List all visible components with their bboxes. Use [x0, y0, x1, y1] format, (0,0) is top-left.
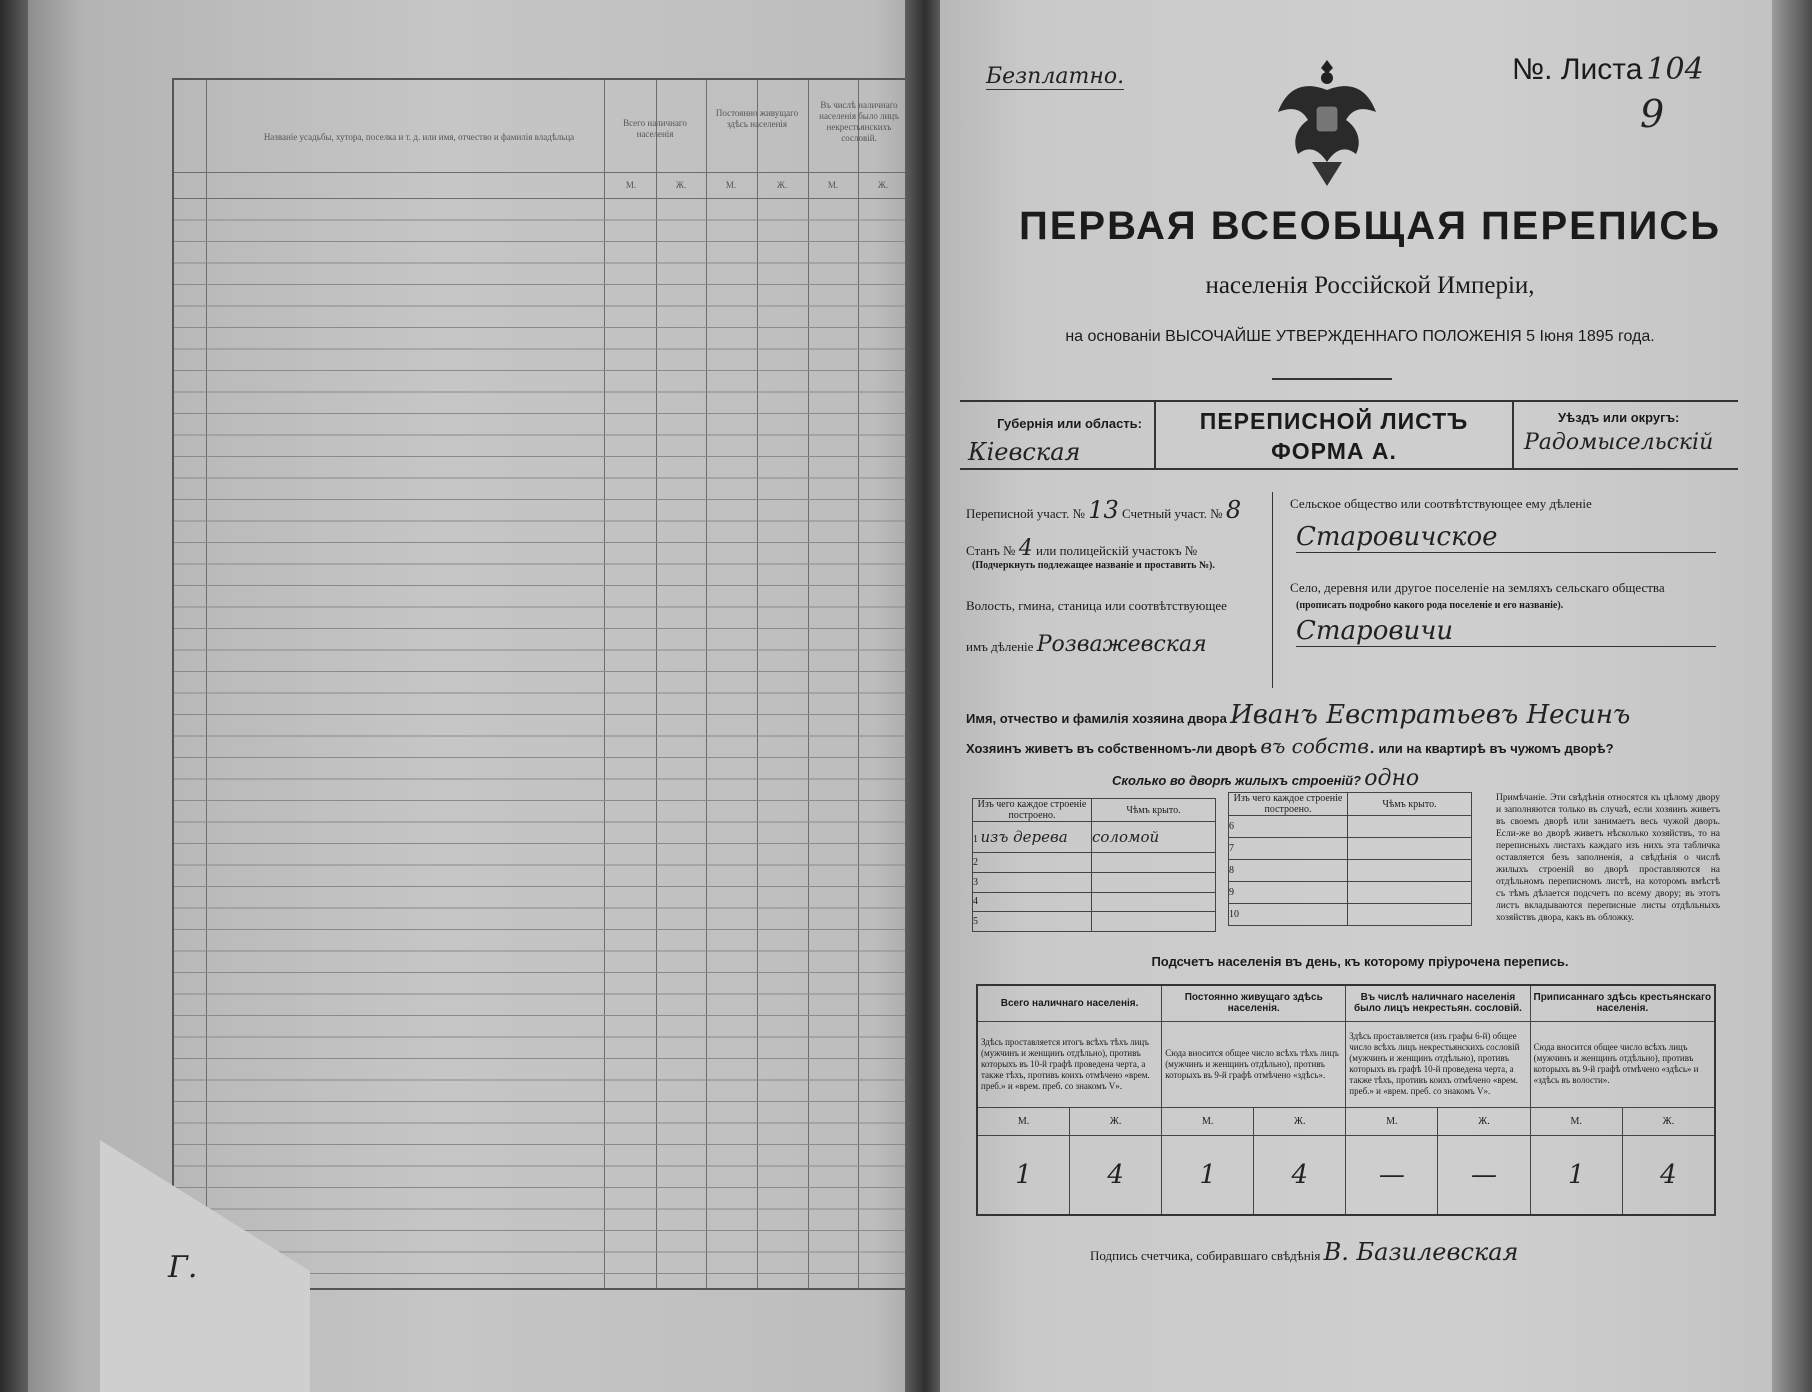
- uezd-box: [1512, 400, 1738, 470]
- row-number: 1: [973, 834, 978, 846]
- left-table-m: М.: [625, 180, 637, 190]
- stan-note: (Подчеркнуть подлежащее названіе и проставить №).: [972, 560, 1215, 571]
- ruled-lines: [174, 80, 908, 1288]
- owner-value: Иванъ Евстратьевъ Несинъ: [1230, 700, 1631, 730]
- census-district-value: 13: [1088, 496, 1119, 524]
- count-value: 4: [1254, 1135, 1346, 1215]
- count-h-permanent: Постоянно живущаго здѣсь населенія.: [1162, 985, 1346, 1021]
- society-value: Старовичское: [1296, 522, 1716, 553]
- sub-m: М.: [1530, 1107, 1622, 1135]
- left-table-f3: Ж.: [877, 180, 889, 190]
- count-h-nonpeasant: Въ числѣ наличнаго населенія было лицъ некрестьян. сословій.: [1346, 985, 1530, 1021]
- table-row: [1229, 838, 1472, 860]
- left-table-owner-header: Названіе усадьбы, хутора, поселка и т. д. или имя, отчество и фамилія владѣльца: [263, 132, 575, 142]
- count-title: Подсчетъ населенія въ день, къ которому пріурочена перепись.: [1151, 954, 1569, 969]
- row-number: 7: [1229, 838, 1348, 860]
- count-value: 1: [977, 1135, 1070, 1215]
- left-table-permanent-header: Постоянно живущаго здѣсь населенія: [715, 108, 799, 129]
- sub-m: М.: [1162, 1107, 1254, 1135]
- census-basis: на основаніи ВЫСОЧАЙШЕ УТВЕРЖДЕННАГО ПОЛОЖЕНІЯ 5 Іюня 1895 года.: [1065, 328, 1655, 345]
- uezd-value: Радомысельскій: [1524, 430, 1714, 455]
- sheet-number-label: №. Листа: [1512, 53, 1643, 86]
- society-label: Сельское общество или соотвѣтствующее ему дѣленіе: [1290, 496, 1592, 511]
- left-table-m2: М.: [725, 180, 737, 190]
- table-row: [1229, 860, 1472, 882]
- row-number: 10: [1229, 904, 1348, 926]
- table-row: [973, 822, 1216, 853]
- count-value: 4: [1622, 1135, 1715, 1215]
- buildings-value: одно: [1364, 766, 1420, 791]
- count-district-label: Счетный участ. №: [1122, 506, 1223, 521]
- left-table-total-header: Всего наличнаго населенія: [623, 118, 687, 139]
- ornament-divider: [1272, 378, 1392, 380]
- village-value: Старовичи: [1296, 616, 1716, 647]
- police-label: или полицейскій участокъ №: [1035, 543, 1198, 558]
- roof-value: соломой: [1092, 822, 1216, 853]
- table-row: [973, 892, 1216, 912]
- sub-m: М.: [1346, 1107, 1438, 1135]
- sheet-number-value: 104: [1646, 52, 1704, 87]
- count-value: 1: [1530, 1135, 1622, 1215]
- census-district-label: Переписной участ. №: [966, 506, 1085, 521]
- residence-label2: или на квартирѣ въ чужомъ дворѣ?: [1378, 741, 1614, 756]
- volost-value: Розважевская: [1036, 632, 1207, 657]
- page-edge-shadow: [1772, 0, 1812, 1392]
- row-number: 8: [1229, 860, 1348, 882]
- free-label: Безплатно.: [986, 64, 1125, 89]
- count-h-peasant: Приписаннаго здѣсь крестьянскаго населенія.: [1530, 985, 1715, 1021]
- count-note-total: Здѣсь проставляется итогъ всѣхъ тѣхъ лицъ (мужчинъ и женщинъ отдѣльно), противъ которыхъ въ 10-й графѣ проведена черта, а также тѣхъ, противъ коихъ отмѣчено «врем. преб.» и «врем. преб. со знакомъ V».: [977, 1021, 1162, 1107]
- residence-value: въ собств.: [1260, 734, 1376, 758]
- buildings-table-left: [972, 798, 1216, 932]
- corner-mark: Г.: [168, 1250, 198, 1285]
- count-h-total: Всего наличнаго населенія.: [977, 985, 1162, 1021]
- stan-row: [966, 536, 1266, 561]
- table-row: [973, 872, 1216, 892]
- count-district-value: 8: [1225, 496, 1242, 524]
- volost-label1: Волость, гмина, станица или соотвѣтствующее: [966, 598, 1227, 613]
- census-title: ПЕРВАЯ ВСЕОБЩАЯ ПЕРЕПИСЬ: [1019, 204, 1721, 248]
- owner-label: Имя, отчество и фамилія хозяина двора: [966, 711, 1227, 726]
- signature-label: Подпись счетчика, собиравшаго свѣдѣнія: [1090, 1248, 1321, 1263]
- count-note-peasant: Сюда вносится общее число всѣхъ лицъ (мужчинъ и женщинъ отдѣльно), противъ которыхъ въ 9-й графѣ отмѣчено «здѣсь» и «здѣсь въ волости».: [1530, 1021, 1715, 1107]
- census-district-row: [966, 496, 1266, 524]
- left-table-m3: М.: [827, 180, 839, 190]
- sub-f: Ж.: [1622, 1107, 1715, 1135]
- imperial-eagle-emblem: [1272, 50, 1382, 190]
- gubernia-value: Кіевская: [968, 438, 1081, 466]
- population-count-table: [976, 984, 1716, 1216]
- row-number: 3: [973, 872, 1092, 892]
- count-value: 1: [1162, 1135, 1254, 1215]
- signature-row: [1090, 1238, 1650, 1266]
- count-value: —: [1346, 1135, 1438, 1215]
- form-title-line2: ФОРМА А.: [1271, 438, 1397, 464]
- sub-m: М.: [977, 1107, 1070, 1135]
- table-row: [1229, 816, 1472, 838]
- sub-f: Ж.: [1070, 1107, 1162, 1135]
- volost-row: [966, 632, 1256, 657]
- village-label: Село, деревня или другое поселеніе на земляхъ сельскаго общества: [1290, 580, 1665, 595]
- section-divider-vertical: [1272, 492, 1273, 688]
- left-table-f2: Ж.: [776, 180, 788, 190]
- sheet-number-block: [1512, 52, 1712, 87]
- buildings-h-material-2: Изъ чего каждое строеніе построено.: [1229, 793, 1348, 816]
- buildings-h-roof-2: Чѣмъ крыто.: [1348, 793, 1472, 816]
- sheet-subnumber: 9: [1640, 92, 1665, 136]
- count-value: —: [1438, 1135, 1530, 1215]
- buildings-h-roof: Чѣмъ крыто.: [1092, 799, 1216, 822]
- left-ledger-table: [172, 78, 910, 1290]
- material-value: изъ дерева: [980, 828, 1068, 847]
- buildings-h-material: Изъ чего каждое строеніе построено.: [973, 799, 1092, 822]
- gubernia-label: Губернія или область:: [997, 416, 1142, 431]
- buildings-label: Сколько во дворѣ жилыхъ строеній?: [1112, 773, 1361, 788]
- gubernia-box: [960, 400, 1156, 470]
- table-row: [973, 853, 1216, 873]
- residence-label1: Хозяинъ живетъ въ собственномъ-ли дворѣ: [966, 741, 1258, 756]
- row-number: 6: [1229, 816, 1348, 838]
- residence-row: [966, 734, 1746, 758]
- book-gutter: [905, 0, 945, 1392]
- row-number: 9: [1229, 882, 1348, 904]
- census-subtitle: населенія Россійской Имперіи,: [1205, 272, 1535, 299]
- count-note-nonpeasant: Здѣсь проставляется (изъ графы 6-й) общее число всѣхъ лицъ некрестьянскихъ сословій (мужчинъ и женщинъ отдѣльно), противъ которыхъ въ графѣ 10-й проведена черта, а также тѣхъ, противъ коихъ отмѣчено «врем. преб.» и «врем. преб. со знакомъ V».: [1346, 1021, 1530, 1107]
- stan-value: 4: [1018, 536, 1033, 561]
- sub-f: Ж.: [1438, 1107, 1530, 1135]
- table-row: [973, 912, 1216, 932]
- left-table-f: Ж.: [675, 180, 687, 190]
- volost-label2: имъ дѣленіе: [966, 639, 1034, 654]
- buildings-table-right: [1228, 792, 1472, 926]
- footnote: Примѣчаніе. Эти свѣдѣнія относятся къ цѣлому двору и заполняются только въ случаѣ, если хозяинъ живетъ въ своемъ дворѣ или занимаетъ весь чужой дворъ. Если-же во дворѣ живетъ нѣсколько хозяйствъ, то на переписныхъ листахъ каждаго изъ нихъ эта табличка оставляется безъ заполненія, а свѣдѣнія о числѣ жилыхъ строеній во дворѣ проставляются на отдѣльномъ переписномъ листѣ, на которомъ вмѣстѣ съ тѣмъ дѣлается подсчетъ по всему двору; въ этотъ листъ вкладываются переписные листы отдѣльныхъ хозяйствъ двора, какъ въ обложку.: [1496, 793, 1720, 923]
- count-value: 4: [1070, 1135, 1162, 1215]
- table-row: [1229, 882, 1472, 904]
- village-note: (прописать подробно какого рода поселеніе и его названіе).: [1296, 600, 1564, 611]
- uezd-label: Уѣздъ или округъ:: [1558, 410, 1680, 425]
- row-number: 4: [973, 892, 1092, 912]
- stan-label: Станъ №: [966, 543, 1016, 558]
- form-title-line1: ПЕРЕПИСНОЙ ЛИСТЪ: [1199, 408, 1469, 434]
- owner-row: [966, 700, 1726, 730]
- left-table-nonpeasant-header: Въ числѣ наличнаго населенія было лицъ некрестьянскихъ сословій.: [819, 100, 899, 143]
- table-row: [1229, 904, 1472, 926]
- row-number: 5: [973, 912, 1092, 932]
- count-note-permanent: Сюда вносится общее число всѣхъ тѣхъ лицъ (мужчинъ и женщинъ отдѣльно), противъ которыхъ въ 9-й графѣ отмѣчено «здѣсь».: [1162, 1021, 1346, 1107]
- row-number: 2: [973, 853, 1092, 873]
- buildings-row: [1112, 766, 1612, 791]
- sub-f: Ж.: [1254, 1107, 1346, 1135]
- signature-value: В. Базилевская: [1323, 1238, 1519, 1266]
